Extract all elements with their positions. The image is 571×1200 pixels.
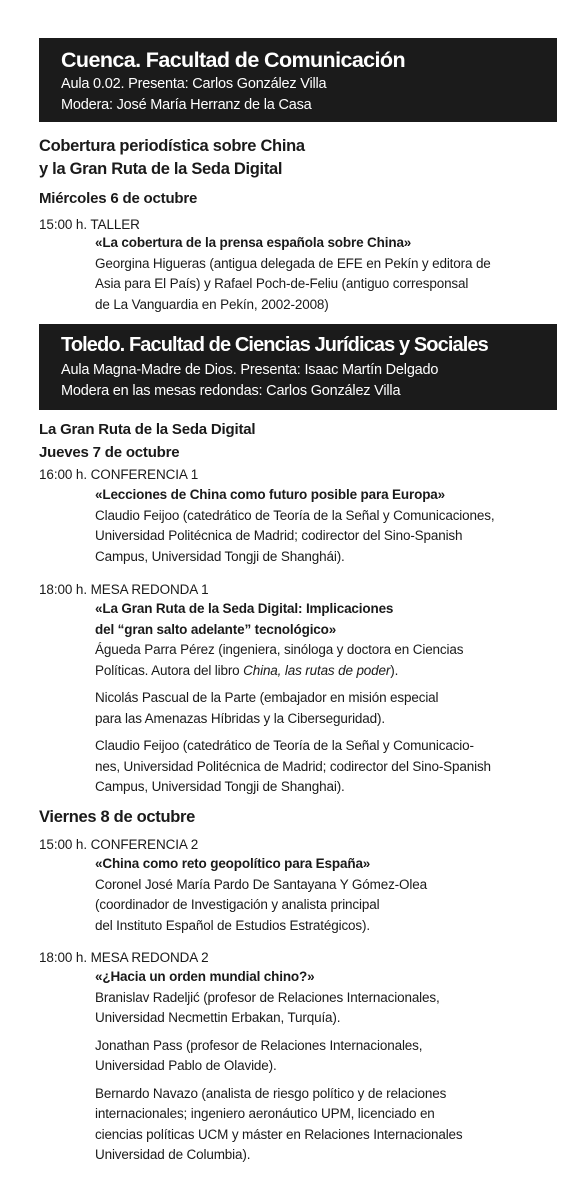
event-title: «¿Hacia un orden mundial chino?»	[95, 969, 315, 984]
venue-room-presenter: Aula 0.02. Presenta: Carlos González Villa	[61, 76, 327, 92]
participant-line: Universidad Necmettin Erbakan, Turquía).	[95, 1010, 341, 1025]
event-block	[95, 233, 535, 315]
participant-line: Branislav Radeljić (profesor de Relaciones Internacionales,	[95, 989, 440, 1005]
day-heading: Miércoles 6 de octubre	[39, 190, 198, 207]
venue-room-presenter: Aula Magna-Madre de Dios. Presenta: Isaac Martín Delgado	[61, 362, 439, 378]
venue-moderator: Modera en las mesas redondas: Carlos González Villa	[61, 383, 401, 399]
participant-line: Águeda Parra Pérez (ingeniera, sinóloga y doctora en Ciencias	[95, 642, 464, 657]
event-title: del “gran salto adelante” tecnológico»	[95, 621, 337, 637]
event-desc-line: Universidad Politécnica de Madrid; codirector del Sino-Spanish	[95, 528, 463, 543]
participant-text: ).	[390, 662, 399, 678]
event-desc-line: Georgina Higueras (antigua delegada de EFE en Pekín y editora de	[95, 255, 491, 271]
event-title: «China como reto geopolítico para España»	[95, 856, 371, 871]
event-slot: 18:00 h. MESA REDONDA 2	[39, 950, 209, 965]
event-desc-line: Asia para El País) y Rafael Poch-de-Feliu (antiguo corresponsal	[95, 276, 469, 291]
venue-header-cuenca	[39, 38, 557, 122]
book-title: China, las rutas de poder	[243, 662, 391, 678]
event-slot: 18:00 h. MESA REDONDA 1	[39, 582, 209, 597]
participant-line: Nicolás Pascual de la Parte (embajador en misión especial	[95, 690, 439, 705]
participant-line: nes, Universidad Politécnica de Madrid; codirector del Sino-Spanish	[95, 758, 491, 774]
participant-line: Universidad de Columbia).	[95, 1147, 251, 1162]
event-slot: 15:00 h. TALLER	[39, 217, 140, 232]
participant-line: Universidad Pablo de Olavide).	[95, 1058, 277, 1073]
event-desc-line: del Instituto Español de Estudios Estratégicos).	[95, 917, 370, 933]
day-heading: Viernes 8 de octubre	[39, 808, 196, 826]
event-desc-line: (coordinador de Investigación y analista principal	[95, 897, 380, 912]
venue-title: Cuenca. Facultad de Comunicación	[61, 48, 405, 72]
venue-title: Toledo. Facultad de Ciencias Jurídicas y Sociales	[61, 334, 488, 356]
participant-line: Campus, Universidad Tongji de Shanghai).	[95, 779, 345, 794]
event-slot: 15:00 h. CONFERENCIA 2	[39, 837, 199, 852]
participant-line: ciencias políticas UCM y máster en Relaciones Internacionales	[95, 1126, 463, 1142]
event-block	[95, 967, 535, 1166]
participant-line: Bernardo Navazo (analista de riesgo político y de relaciones	[95, 1085, 447, 1101]
participant-line: para las Amenazas Híbridas y la Ciberseguridad).	[95, 710, 385, 726]
event-desc-line: Campus, Universidad Tongji de Shanghái).	[95, 548, 345, 564]
event-title: «La cobertura de la prensa española sobre China»	[95, 235, 412, 250]
event-desc-line: Coronel José María Pardo De Santayana Y Gómez-Olea	[95, 876, 427, 892]
day-heading: Jueves 7 de octubre	[39, 444, 180, 461]
session-subtitle-line1: Cobertura periodística sobre China	[39, 137, 305, 155]
event-title: «La Gran Ruta de la Seda Digital: Implicaciones	[95, 601, 394, 616]
event-block	[95, 599, 535, 798]
event-desc-line: de La Vanguardia en Pekín, 2002-2008)	[95, 296, 329, 312]
event-slot: 16:00 h. CONFERENCIA 1	[39, 467, 199, 482]
event-block	[95, 854, 535, 936]
session-subtitle: La Gran Ruta de la Seda Digital	[39, 421, 256, 438]
venue-header-toledo	[39, 324, 557, 410]
participant-line: Claudio Feijoo (catedrático de Teoría de la Señal y Comunicacio-	[95, 738, 474, 753]
session-subtitle-line2: y la Gran Ruta de la Seda Digital	[39, 160, 283, 178]
participant-line	[95, 661, 535, 682]
participant-line: internacionales; ingeniero aeronáutico UPM, licenciado en	[95, 1106, 435, 1121]
event-title: «Lecciones de China como futuro posible para Europa»	[95, 487, 446, 502]
participant-text: Políticas. Autora del libro	[95, 662, 244, 678]
event-block	[95, 485, 535, 567]
venue-moderator: Modera: José María Herranz de la Casa	[61, 97, 312, 113]
participant-line: Jonathan Pass (profesor de Relaciones Internacionales,	[95, 1037, 423, 1053]
event-desc-line: Claudio Feijoo (catedrático de Teoría de la Señal y Comunicaciones,	[95, 507, 495, 523]
